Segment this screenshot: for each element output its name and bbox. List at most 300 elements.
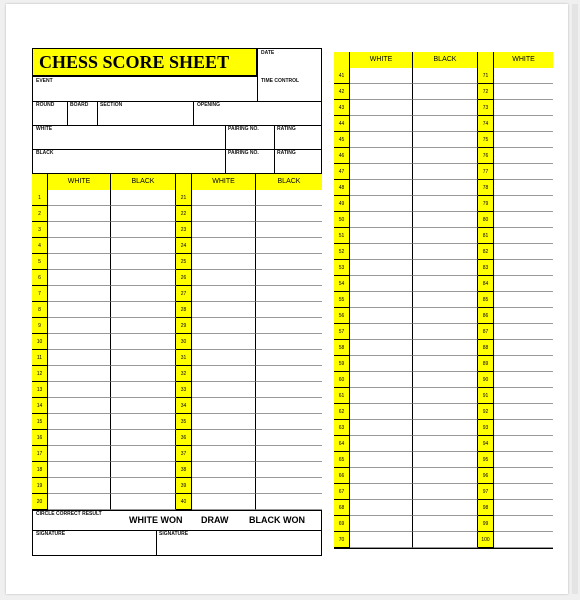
move-number: 78 [478,180,494,196]
white-move-cell[interactable] [494,292,553,308]
round-label: ROUND [36,102,55,108]
black-move-cell[interactable] [413,180,478,196]
black-move-cell[interactable] [256,398,322,414]
white-move-cell[interactable] [48,446,111,462]
white-move-cell[interactable] [48,206,111,222]
black-move-cell[interactable] [111,350,176,366]
white-move-cell[interactable] [350,532,413,548]
black-move-cell[interactable] [111,494,176,510]
white-move-cell[interactable] [494,132,553,148]
black-move-cell[interactable] [413,468,478,484]
white-header: WHITE [350,52,413,68]
move-number: 42 [334,84,350,100]
white-move-cell[interactable] [192,382,256,398]
white-move-cell[interactable] [48,334,111,350]
move-number: 46 [334,148,350,164]
white-move-cell[interactable] [350,260,413,276]
black-move-cell[interactable] [256,286,322,302]
white-move-cell[interactable] [494,532,553,548]
move-number: 29 [176,318,192,334]
move-number: 91 [478,388,494,404]
white-move-cell[interactable] [48,478,111,494]
move-row [32,398,322,414]
white-move-cell[interactable] [494,100,553,116]
rating-white-label: RATING [277,126,296,132]
move-number: 36 [176,430,192,446]
move-number: 87 [478,324,494,340]
black-won-option[interactable]: BLACK WON [249,515,305,525]
white-move-cell[interactable] [350,196,413,212]
move-number: 65 [334,452,350,468]
black-move-cell[interactable] [413,500,478,516]
white-move-cell[interactable] [192,446,256,462]
move-row [334,100,553,116]
white-move-cell[interactable] [494,356,553,372]
white-move-cell[interactable] [494,484,553,500]
title-banner [32,48,257,76]
white-move-cell[interactable] [350,436,413,452]
black-move-cell[interactable] [413,68,478,84]
move-number: 67 [334,484,350,500]
white-move-cell[interactable] [494,388,553,404]
black-move-cell[interactable] [413,388,478,404]
move-row [334,164,553,180]
move-number: 2 [32,206,48,222]
white-move-cell[interactable] [350,244,413,260]
white-move-cell[interactable] [192,494,256,510]
black-move-cell[interactable] [111,398,176,414]
move-row [32,382,322,398]
move-number: 52 [334,244,350,260]
date-label: DATE [261,50,275,56]
move-row [32,254,322,270]
white-move-cell[interactable] [350,228,413,244]
white-move-cell[interactable] [350,388,413,404]
white-move-cell[interactable] [192,238,256,254]
move-number: 90 [478,372,494,388]
white-move-cell[interactable] [494,116,553,132]
move-number: 59 [334,356,350,372]
white-move-cell[interactable] [192,462,256,478]
black-move-cell[interactable] [111,238,176,254]
black-move-cell[interactable] [256,382,322,398]
black-move-cell[interactable] [413,276,478,292]
move-number: 18 [32,462,48,478]
move-number: 4 [32,238,48,254]
white-move-cell[interactable] [350,68,413,84]
move-number: 80 [478,212,494,228]
move-number: 45 [334,132,350,148]
white-move-cell[interactable] [494,180,553,196]
event-label: EVENT [36,78,53,84]
black-move-cell[interactable] [256,478,322,494]
black-move-cell[interactable] [111,318,176,334]
move-row [334,324,553,340]
black-move-cell[interactable] [111,190,176,206]
move-number: 1 [32,190,48,206]
move-number: 30 [176,334,192,350]
move-row [32,494,322,510]
move-number: 39 [176,478,192,494]
black-move-cell[interactable] [256,270,322,286]
white-move-cell[interactable] [350,356,413,372]
scrollbar[interactable] [572,4,578,594]
move-row [334,244,553,260]
move-row [334,404,553,420]
black-move-cell[interactable] [413,164,478,180]
white-move-cell[interactable] [48,286,111,302]
white-move-cell[interactable] [350,308,413,324]
white-move-cell[interactable] [192,318,256,334]
white-move-cell[interactable] [494,340,553,356]
move-number: 51 [334,228,350,244]
black-move-cell[interactable] [111,254,176,270]
move-row [32,366,322,382]
black-move-cell[interactable] [111,478,176,494]
white-move-cell[interactable] [192,430,256,446]
black-move-cell[interactable] [111,270,176,286]
black-move-cell[interactable] [256,494,322,510]
white-move-cell[interactable] [48,494,111,510]
white-move-cell[interactable] [494,196,553,212]
black-move-cell[interactable] [111,206,176,222]
white-move-cell[interactable] [48,382,111,398]
move-number: 14 [32,398,48,414]
black-move-cell[interactable] [413,260,478,276]
white-move-cell[interactable] [192,398,256,414]
move-number: 19 [32,478,48,494]
white-move-cell[interactable] [48,270,111,286]
white-move-cell[interactable] [192,286,256,302]
black-move-cell[interactable] [111,462,176,478]
white-move-cell[interactable] [350,292,413,308]
white-move-cell[interactable] [350,212,413,228]
white-move-cell[interactable] [350,452,413,468]
move-row [334,260,553,276]
white-move-cell[interactable] [494,228,553,244]
white-move-cell[interactable] [192,478,256,494]
white-move-cell[interactable] [350,276,413,292]
move-row [334,452,553,468]
black-move-cell[interactable] [256,334,322,350]
white-move-cell[interactable] [494,244,553,260]
move-row [334,516,553,532]
black-move-cell[interactable] [413,404,478,420]
white-move-cell[interactable] [494,468,553,484]
move-row [32,446,322,462]
move-row [334,484,553,500]
move-row [32,350,322,366]
white-move-cell[interactable] [350,180,413,196]
white-move-cell[interactable] [494,308,553,324]
move-number: 83 [478,260,494,276]
black-move-cell[interactable] [413,196,478,212]
move-row [334,468,553,484]
move-number: 56 [334,308,350,324]
white-move-cell[interactable] [350,164,413,180]
white-move-cell[interactable] [494,68,553,84]
white-move-cell[interactable] [494,260,553,276]
move-number: 26 [176,270,192,286]
black-move-cell[interactable] [256,430,322,446]
white-move-cell[interactable] [48,350,111,366]
white-move-cell[interactable] [192,206,256,222]
move-row [334,276,553,292]
black-move-cell[interactable] [413,100,478,116]
move-number: 10 [32,334,48,350]
white-move-cell[interactable] [350,500,413,516]
black-move-cell[interactable] [256,446,322,462]
signature-label-1: SIGNATURE [36,531,66,537]
move-number: 54 [334,276,350,292]
move-row [334,356,553,372]
white-move-cell[interactable] [48,398,111,414]
move-row [334,148,553,164]
move-row [334,180,553,196]
white-move-cell[interactable] [350,484,413,500]
white-move-cell[interactable] [350,116,413,132]
move-number: 28 [176,302,192,318]
black-move-cell[interactable] [413,340,478,356]
black-move-cell[interactable] [256,350,322,366]
white-move-cell[interactable] [48,254,111,270]
white-move-cell[interactable] [48,462,111,478]
white-move-cell[interactable] [192,222,256,238]
section-label: SECTION [100,102,123,108]
white-move-cell[interactable] [350,100,413,116]
black-move-cell[interactable] [413,308,478,324]
pairing-no-white-label: PAIRING NO. [228,126,259,132]
move-number: 93 [478,420,494,436]
white-move-cell[interactable] [494,324,553,340]
move-row [334,68,553,84]
black-move-cell[interactable] [413,212,478,228]
move-number: 64 [334,436,350,452]
move-row [32,462,322,478]
board-label: BOARD [70,102,89,108]
move-number: 85 [478,292,494,308]
white-move-cell[interactable] [494,276,553,292]
black-move-cell[interactable] [256,238,322,254]
move-number: 99 [478,516,494,532]
move-row [334,84,553,100]
white-move-cell[interactable] [192,366,256,382]
black-move-cell[interactable] [413,420,478,436]
black-move-cell[interactable] [413,452,478,468]
white-move-cell[interactable] [494,404,553,420]
black-move-cell[interactable] [256,222,322,238]
move-number: 61 [334,388,350,404]
move-row [334,292,553,308]
move-number: 35 [176,414,192,430]
white-move-cell[interactable] [192,414,256,430]
black-move-cell[interactable] [111,222,176,238]
white-move-cell[interactable] [350,468,413,484]
white-move-cell[interactable] [494,164,553,180]
move-number: 40 [176,494,192,510]
white-move-cell[interactable] [192,350,256,366]
black-move-cell[interactable] [413,516,478,532]
black-move-cell[interactable] [413,84,478,100]
move-number: 48 [334,180,350,196]
white-move-cell[interactable] [350,324,413,340]
move-number: 98 [478,500,494,516]
white-move-cell[interactable] [192,190,256,206]
white-move-cell[interactable] [192,302,256,318]
move-row [334,340,553,356]
white-move-cell[interactable] [494,372,553,388]
move-row [334,308,553,324]
move-number: 89 [478,356,494,372]
black-move-cell[interactable] [111,382,176,398]
black-move-cell[interactable] [111,430,176,446]
white-move-cell[interactable] [494,500,553,516]
move-number: 69 [334,516,350,532]
move-number: 50 [334,212,350,228]
black-move-cell[interactable] [413,292,478,308]
black-move-cell[interactable] [111,366,176,382]
black-move-cell[interactable] [413,116,478,132]
move-row [32,414,322,430]
black-move-cell[interactable] [111,334,176,350]
move-row [32,222,322,238]
move-number: 74 [478,116,494,132]
move-number: 31 [176,350,192,366]
white-move-cell[interactable] [494,212,553,228]
move-row [334,532,553,548]
white-move-cell[interactable] [48,222,111,238]
black-move-cell[interactable] [256,206,322,222]
move-number: 11 [32,350,48,366]
move-number: 22 [176,206,192,222]
move-number: 37 [176,446,192,462]
move-row [32,206,322,222]
move-number: 13 [32,382,48,398]
white-move-cell[interactable] [48,238,111,254]
time-control-label: TIME CONTROL [261,78,300,84]
white-move-cell[interactable] [192,334,256,350]
white-won-option[interactable]: WHITE WON [129,515,183,525]
move-number: 57 [334,324,350,340]
white-move-cell[interactable] [192,254,256,270]
move-number: 70 [334,532,350,548]
move-row [32,430,322,446]
white-move-cell[interactable] [494,148,553,164]
move-number: 41 [334,68,350,84]
black-move-cell[interactable] [111,414,176,430]
black-move-cell[interactable] [111,446,176,462]
white-move-cell[interactable] [192,270,256,286]
black-move-cell[interactable] [413,484,478,500]
black-move-cell[interactable] [413,356,478,372]
move-row [334,500,553,516]
move-number: 15 [32,414,48,430]
black-move-cell[interactable] [413,148,478,164]
white-move-cell[interactable] [350,84,413,100]
pairing-no-black-label: PAIRING NO. [228,150,259,156]
move-number: 12 [32,366,48,382]
white-move-cell[interactable] [350,372,413,388]
white-move-cell[interactable] [350,148,413,164]
white-move-cell[interactable] [494,452,553,468]
move-number: 44 [334,116,350,132]
move-number: 62 [334,404,350,420]
black-move-cell[interactable] [256,414,322,430]
move-number: 8 [32,302,48,318]
white-move-cell[interactable] [48,302,111,318]
white-move-cell[interactable] [494,516,553,532]
black-move-cell[interactable] [413,532,478,548]
move-number: 96 [478,468,494,484]
black-move-cell[interactable] [413,436,478,452]
black-move-cell[interactable] [256,190,322,206]
move-number: 66 [334,468,350,484]
move-number: 33 [176,382,192,398]
white-move-cell[interactable] [48,318,111,334]
move-number: 47 [334,164,350,180]
black-header: BLACK [256,174,322,190]
black-move-cell[interactable] [413,324,478,340]
black-move-cell[interactable] [256,366,322,382]
move-number: 75 [478,132,494,148]
black-move-cell[interactable] [111,302,176,318]
white-move-cell[interactable] [350,420,413,436]
move-row [32,238,322,254]
move-number: 49 [334,196,350,212]
move-row [32,334,322,350]
white-move-cell[interactable] [48,366,111,382]
move-number: 9 [32,318,48,334]
move-row [334,388,553,404]
white-move-cell[interactable] [350,340,413,356]
move-row [32,478,322,494]
black-move-cell[interactable] [413,132,478,148]
white-move-cell[interactable] [48,430,111,446]
move-number: 3 [32,222,48,238]
black-move-cell[interactable] [256,462,322,478]
move-row [32,302,322,318]
black-move-cell[interactable] [413,244,478,260]
move-number: 72 [478,84,494,100]
black-move-cell[interactable] [256,254,322,270]
black-move-cell[interactable] [413,228,478,244]
move-number: 23 [176,222,192,238]
white-move-cell[interactable] [48,190,111,206]
black-move-cell[interactable] [256,318,322,334]
move-row [334,372,553,388]
white-move-cell[interactable] [350,132,413,148]
white-move-cell[interactable] [350,516,413,532]
white-move-cell[interactable] [48,414,111,430]
black-move-cell[interactable] [111,286,176,302]
move-row [32,286,322,302]
move-number: 5 [32,254,48,270]
move-number: 21 [176,190,192,206]
move-number: 20 [32,494,48,510]
black-move-cell[interactable] [256,302,322,318]
white-move-cell[interactable] [494,84,553,100]
white-move-cell[interactable] [494,420,553,436]
move-row [32,190,322,206]
move-row [334,212,553,228]
move-number: 94 [478,436,494,452]
white-move-cell[interactable] [350,404,413,420]
black-move-cell[interactable] [413,372,478,388]
move-number: 32 [176,366,192,382]
move-row [334,196,553,212]
white-move-cell[interactable] [494,436,553,452]
draw-option[interactable]: DRAW [201,515,229,525]
